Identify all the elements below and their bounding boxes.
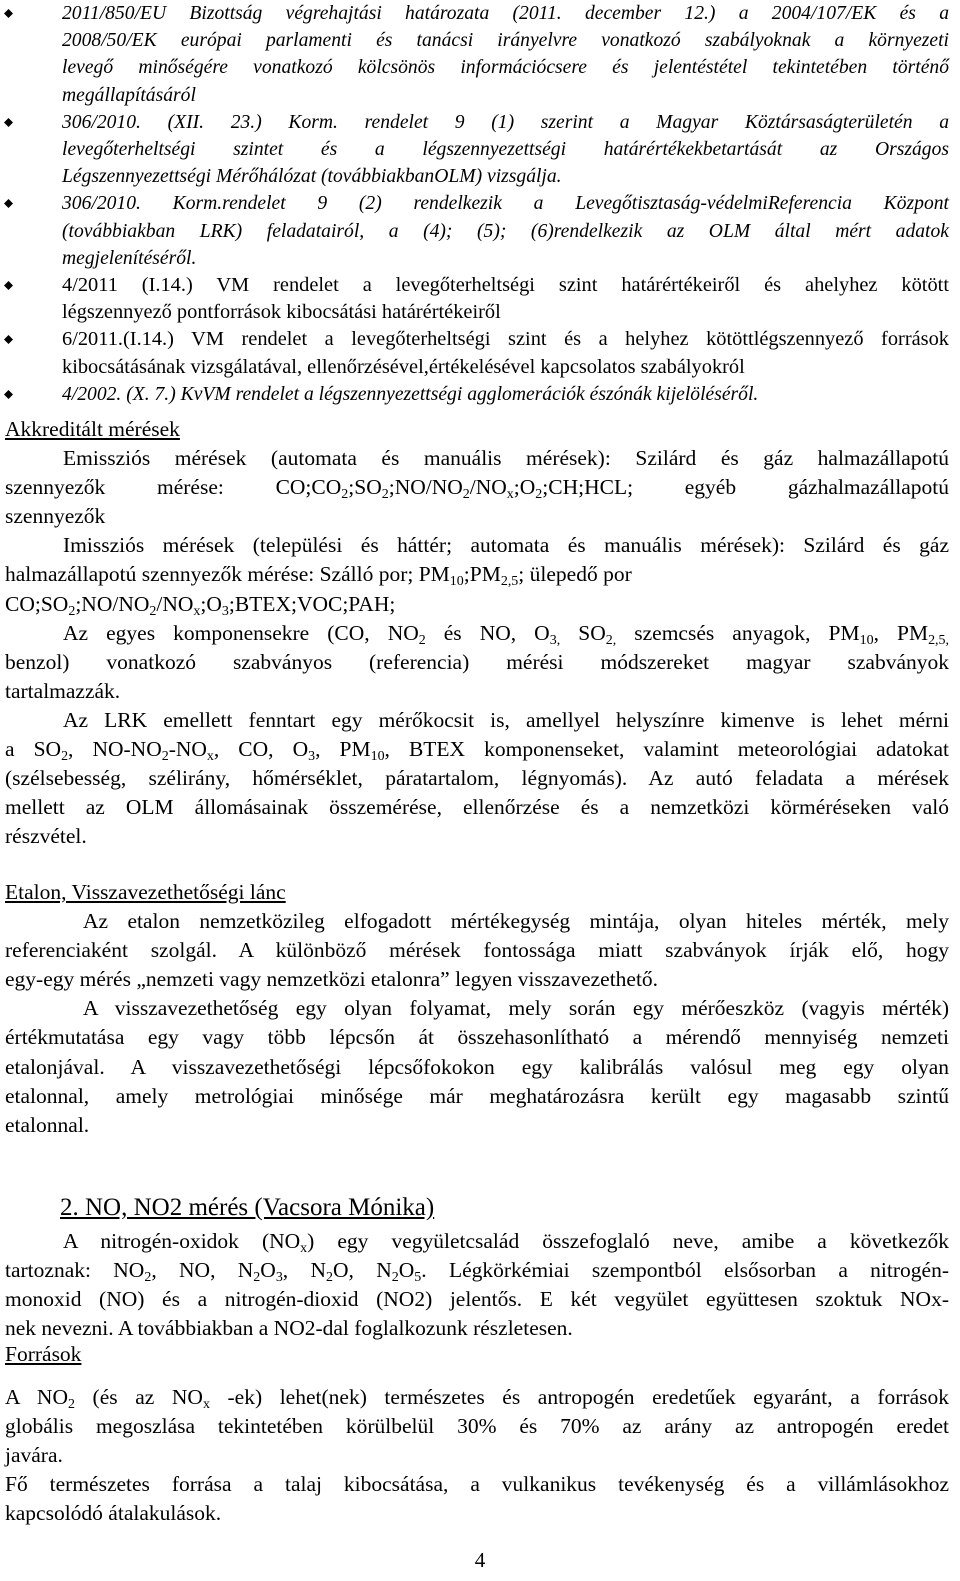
bullet-icon — [4, 9, 13, 18]
page-number: 4 — [474, 1548, 486, 1572]
text-line: etalonnal, amely metrológiai minősége már meghatározásra került egy magasabb szintű — [5, 1083, 949, 1108]
text-line: monoxid (NO) és a nitrogén-dioxid (NO2) jelentős. E két vegyület együttesen szoktuk NOx- — [5, 1287, 949, 1312]
text-line: légszennyező pontforrások kibocsátási határértékeiről — [62, 301, 501, 324]
text-line: A visszavezethetőség egy olyan folyamat, mely során egy mérőeszköz (vagyis mérték) — [83, 996, 949, 1021]
sources-paragraph-2 — [5, 1470, 949, 1528]
bullet-icon — [4, 281, 13, 290]
accredited-measurements-section — [5, 415, 949, 851]
bullet-icon — [4, 390, 13, 399]
text-line: etalonjával. A visszavezethetőségi lépcsőfokokon egy kalibrálás valósul meg egy olyan — [5, 1054, 949, 1079]
text-line: nek nevezni. A továbbiakban a NO2-dal foglalkozunk részletesen. — [5, 1316, 573, 1341]
etalon-paragraph-1 — [5, 907, 949, 994]
text-line: etalonnal. — [5, 1112, 90, 1137]
text-line: megállapításáról — [62, 84, 196, 106]
immission-paragraph — [5, 531, 949, 618]
text-line: kapcsolódó átalakulások. — [5, 1501, 222, 1526]
legal-reference-item — [4, 109, 949, 191]
section-heading: Források — [5, 1342, 82, 1366]
text-line: megjelenítéséről. — [62, 247, 197, 269]
text-line: (továbbiakban LRK) feladatairól, a (4); (5); (6)rendelkezik az OLM által mért adatok — [62, 220, 949, 242]
text-line: referenciaként szolgál. A különböző mérések fontossága miatt szabványok írják elő, hogy — [5, 938, 949, 963]
text-line: 2011/850/EU Bizottság végrehajtási határozata (2011. december 12.) a 2004/107/EK és a — [62, 3, 949, 24]
text-line: részvétel. — [5, 824, 87, 849]
text-line: 306/2010. (XII. 23.) Korm. rendelet 9 (1) szerint a Magyar Köztársaságterületén a — [62, 111, 949, 133]
no-no2-section — [5, 1227, 949, 1343]
bullet-icon — [4, 335, 13, 344]
legal-reference-item — [4, 381, 949, 408]
legal-reference-item — [4, 190, 949, 272]
chapter-heading: 2. NO, NO2 mérés (Vacsora Mónika) — [60, 1194, 435, 1221]
text-line: Az egyes komponensekre (CO, $NO_2$ és NO, $O_{3,}$ $SO_{2,}$ szemcsés anyagok, $PM_{10}$, $PM_{2,5,}$ — [63, 620, 950, 648]
text-line: egy-egy mérés „nemzeti vagy nemzetközi etalonra” legyen visszavezethető. — [5, 967, 659, 992]
emission-paragraph — [5, 444, 949, 531]
text-line: A $NO_2$ (és az $NO_x$ -ek) lehet(nek) természetes és antropogén eredetűek egyaránt, a források — [5, 1385, 949, 1413]
text-line: globális megoszlása tekintetében körülbelül 30% és 70% az arány az antropogén eredet — [5, 1414, 949, 1439]
etalon-section — [5, 878, 949, 1140]
text-line: 4/2002. (X. 7.) KvVM rendelet a légszennyezettségi agglomerációk észónák kijelöléséről. — [62, 383, 759, 405]
legal-reference-item — [4, 0, 949, 109]
sources-paragraph-1 — [5, 1383, 949, 1470]
section-heading: Etalon, Visszavezethetőségi lánc — [5, 880, 286, 904]
text-line: javára. — [5, 1443, 63, 1468]
text-line: Az LRK emellett fenntart egy mérőkocsit is, amellyel helyszínre kimenve is lehet mérni — [63, 707, 949, 732]
text-line: halmazállapotú szennyezők mérése: Szálló por; $PM_{10};PM_{2,5}$; ülepedő por — [5, 562, 632, 590]
text-line: 2008/50/EK európai parlamenti és tanácsi irányelvre vonatkozó szabályoknak a környezeti — [62, 30, 949, 52]
text-line: Imissziós mérések (települési és háttér; automata és manuális mérések): Szilárd és gáz — [63, 533, 949, 558]
text-line: A nitrogén-oxidok $(NO_x)$ egy vegyületcsalád összefoglaló neve, amibe a következők — [63, 1229, 949, 1256]
text-line: mellett az OLM állomásainak összemérése, ellenőrzése és a nemzetközi körméréseken való — [5, 795, 949, 820]
text-line: tartoznak: $NO_2$, NO, $N_2O_3$, $N_2O$, $N_2O_5$. Légkörkémiai szempontból elsősorban a nitrogén- — [5, 1258, 949, 1286]
legal-reference-list — [4, 0, 949, 408]
text-line: 4/2011 (I.14.) VM rendelet a levegőterheltségi szint határértékeiről és ahelyhez kötött — [62, 274, 949, 297]
components-paragraph — [5, 619, 949, 706]
text-line: levegő minőségére vonatkozó kölcsönös információcsere és jelentéstétel tekintetében történő — [62, 57, 949, 79]
text-line: (szélsebesség, szélirány, hőmérséklet, páratartalom, légnyomás). Az autó feladata a mérések — [5, 766, 949, 791]
text-line: $CO;SO_2;NO/NO_2/NO_x;O_3;BTEX;VOC;PAH$; — [5, 591, 396, 619]
nitrogen-oxides-paragraph — [5, 1227, 949, 1343]
legal-reference-item — [4, 326, 949, 380]
text-line: a $SO_2$, $NO-NO_2-NO_x$, CO, $O_3$, $PM_{10}$, BTEX komponenseket, valamint meteorológiai adatokat — [5, 737, 949, 765]
text-line: Légszennyezettségi Mérőhálózat (továbbiakbanOLM) vizsgálja. — [62, 166, 562, 188]
etalon-paragraph-2 — [5, 994, 949, 1139]
section-heading: Akkreditált mérések — [5, 417, 180, 441]
legal-reference-item — [4, 272, 949, 326]
text-line: Emissziós mérések (automata és manuális mérések): Szilárd és gáz halmazállapotú — [63, 446, 949, 471]
measurement-car-paragraph — [5, 706, 949, 851]
text-line: kibocsátásának vizsgálatával, ellenőrzésével,értékelésével kapcsolatos szabályokról — [62, 355, 745, 378]
text-line: benzol) vonatkozó szabványos (referencia) mérési módszereket magyar szabványok — [5, 649, 949, 674]
bullet-icon — [4, 118, 13, 127]
bullet-icon — [4, 199, 13, 208]
text-line: Az etalon nemzetközileg elfogadott mértékegység mintája, olyan hiteles mérték, mely — [83, 909, 949, 934]
text-line: értékmutatása egy vagy több lépcsőn át összehasonlítható a mérendő mennyiség nemzeti — [5, 1025, 949, 1050]
text-line: szennyezők mérése: $CO;CO_2;SO_2;NO/NO_2/NO_x;O_2;CH;HCL$; egyéb gázhalmazállapotú — [5, 475, 949, 503]
text-line: 6/2011.(I.14.) VM rendelet a levegőterheltségi szint és a helyhez kötöttlégszennyező források — [62, 328, 949, 351]
text-line: levegőterheltségi szintet és a légszennyezettségi határértékekbetartását az Országos — [62, 139, 949, 161]
text-line: 306/2010. Korm.rendelet 9 (2) rendelkezik a Levegőtisztaság-védelmiReferencia Központ — [62, 193, 949, 215]
text-line: szennyezők — [5, 504, 106, 529]
text-line: tartalmazzák. — [5, 678, 121, 703]
sources-section — [5, 1340, 949, 1529]
text-line: Fő természetes forrása a talaj kibocsátása, a vulkanikus tevékenység és a villámlásokhoz — [5, 1472, 949, 1497]
